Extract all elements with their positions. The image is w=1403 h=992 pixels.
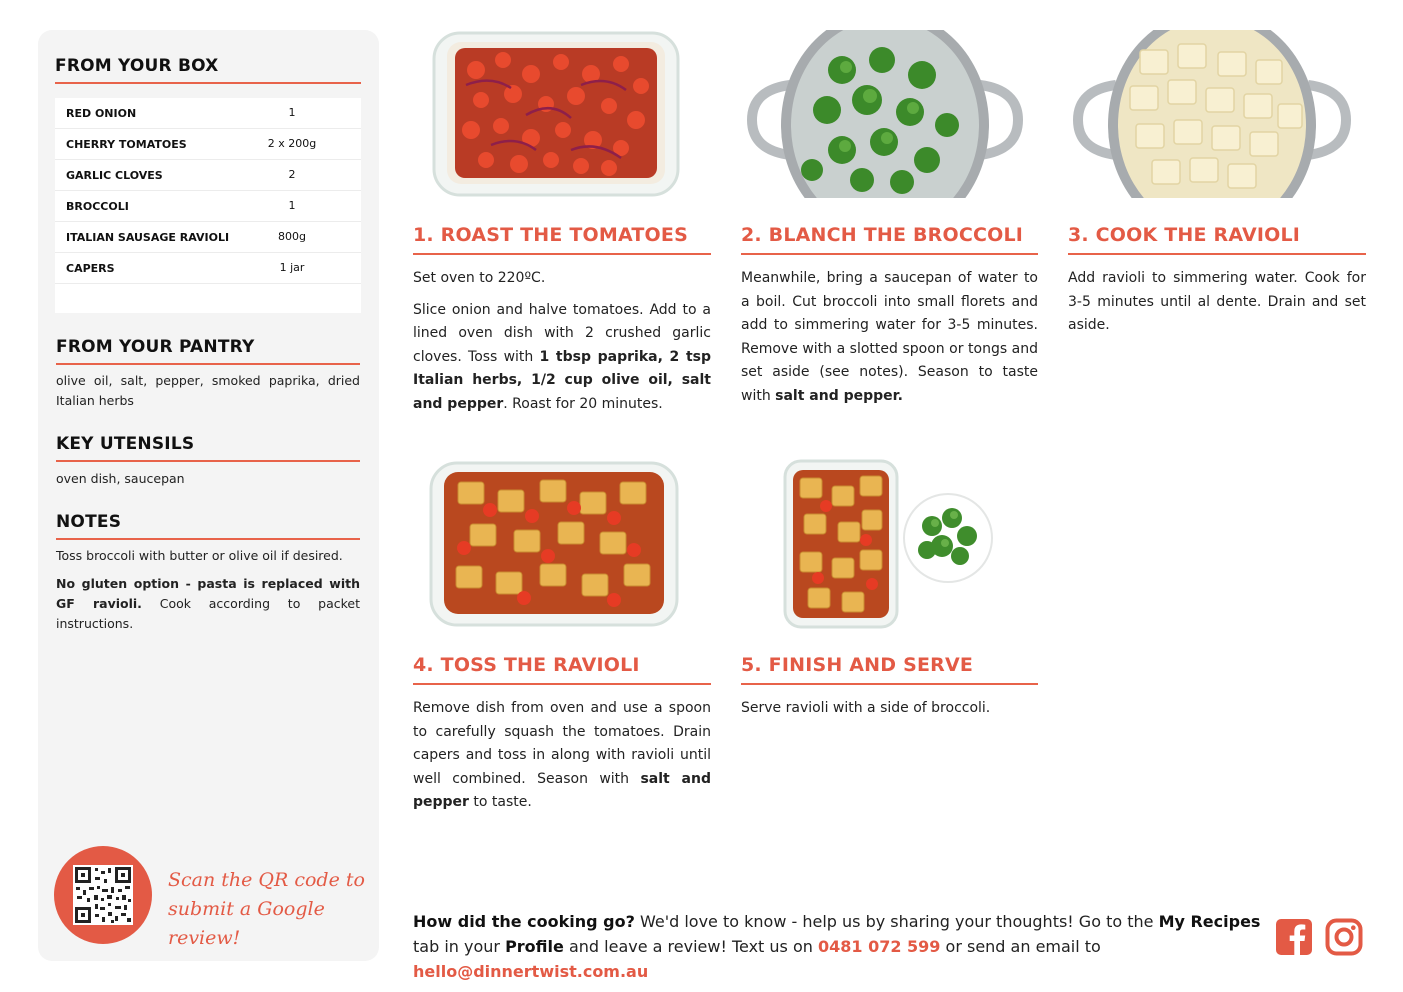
ingredient-name: GARLIC CLOVES: [66, 169, 163, 182]
ingredient-qty: 2: [288, 168, 296, 181]
roast-tomatoes-photo: [431, 30, 681, 198]
step-1-oven: Set oven to 220ºC.: [413, 270, 546, 286]
step-2-method: [741, 267, 1038, 408]
qr-caption-line-2: submit a Google review!: [168, 898, 325, 949]
heading-rule: [55, 82, 361, 84]
key-utensils-heading: KEY UTENSILS: [56, 434, 195, 454]
qr-code-graphic: [73, 865, 133, 925]
notes-text: Toss broccoli with butter or olive oil if desired.: [56, 548, 343, 563]
ingredient-name: BROCCOLI: [66, 200, 129, 213]
heading-rule: [56, 460, 360, 462]
from-your-box-heading: FROM YOUR BOX: [55, 56, 219, 76]
qr-code-icon[interactable]: [73, 865, 133, 925]
step-5-method: Serve ravioli with a side of broccoli.: [741, 700, 991, 716]
step-rule: [741, 253, 1038, 255]
review-text-1: We'd love to know - help us by sharing your thoughts! Go to the: [634, 912, 1159, 931]
cook-ravioli-photo: [1070, 30, 1354, 198]
ingredient-row: [55, 129, 361, 160]
sidebar: [38, 30, 379, 961]
utensils-text: oven dish, saucepan: [56, 471, 185, 486]
ingredient-qty: 2 x 200g: [267, 137, 317, 150]
pantry-text: olive oil, salt, pepper, smoked paprika, dried Italian herbs: [56, 373, 360, 408]
my-recipes-label: My Recipes: [1158, 912, 1261, 931]
step-1-method-bold: 1 tbsp paprika, 2 tsp Italian herbs, 1/2 cup olive oil, salt and pepper: [413, 348, 711, 412]
step-4-title: 4. TOSS THE RAVIOLI: [413, 654, 640, 676]
qr-caption: [168, 866, 368, 953]
toss-ravioli-photo: [428, 460, 680, 628]
ingredient-row: [55, 160, 361, 191]
step-1-method-a: Slice onion and halve tomatoes. Add to a lined oven dish with 2 crushed garlic cloves. Toss with: [413, 301, 711, 365]
review-text-4: or send an email to: [940, 937, 1101, 956]
phone-link[interactable]: 0481 072 599: [817, 937, 941, 956]
step-rule: [413, 253, 711, 255]
ingredient-row: [55, 253, 361, 284]
gluten-note-rest: Cook according to packet instructions.: [56, 596, 361, 631]
blanch-broccoli-photo: [742, 30, 1028, 198]
ingredient-qty: 1: [288, 106, 296, 119]
step-2-text: [741, 267, 1038, 416]
email-link[interactable]: hello@dinnertwist.com.au: [413, 962, 649, 981]
facebook-icon[interactable]: [1275, 918, 1313, 956]
step-1-title: 1. ROAST THE TOMATOES: [413, 224, 688, 246]
review-text-3: and leave a review! Text us on: [563, 937, 818, 956]
step-2-method-bold: salt and pepper.: [775, 387, 903, 404]
qr-caption-line-1: Scan the QR code to: [168, 869, 365, 891]
step-4-method: [413, 697, 711, 815]
ingredients-table: [55, 98, 361, 313]
ingredient-name: ITALIAN SAUSAGE RAVIOLI: [66, 231, 230, 244]
ingredient-name: CHERRY TOMATOES: [66, 138, 187, 151]
step-5-text: [741, 697, 1038, 729]
ingredient-row: [55, 98, 361, 129]
review-request: [413, 909, 1263, 984]
profile-label: Profile: [505, 937, 564, 956]
review-text-2: tab in your: [413, 937, 506, 956]
step-2-title: 2. BLANCH THE BROCCOLI: [741, 224, 1024, 246]
notes-heading: NOTES: [56, 512, 122, 532]
step-5-title: 5. FINISH AND SERVE: [741, 654, 974, 676]
step-4-text: [413, 697, 711, 823]
ingredient-row: [55, 191, 361, 222]
step-rule: [741, 683, 1038, 685]
ingredient-name: CAPERS: [66, 262, 115, 275]
step-4-method-bold: salt and pepper: [413, 770, 711, 810]
step-rule: [413, 683, 711, 685]
step-1-text: [413, 267, 711, 424]
review-question: How did the cooking go?: [413, 912, 635, 931]
gluten-note: [56, 574, 360, 634]
ingredient-qty: 800g: [278, 230, 306, 243]
step-4-method-a: Remove dish from oven and use a spoon to carefully squash the tomatoes. Drain capers and toss in along with ravioli until well combined. Season with: [413, 700, 711, 787]
step-4-method-c: to taste.: [468, 794, 532, 810]
heading-rule: [56, 363, 360, 365]
step-3-method: Add ravioli to simmering water. Cook for 3-5 minutes until al dente. Drain and set aside.: [1068, 270, 1366, 333]
step-2-method-a: Meanwhile, bring a saucepan of water to a boil. Cut broccoli into small florets and add to simmering water for 3-5 minutes. Remove with a slotted spoon or tongs and set aside (see notes). Season to taste with: [741, 270, 1038, 404]
step-rule: [1068, 253, 1366, 255]
instagram-icon[interactable]: [1325, 918, 1363, 956]
step-1-method: [413, 299, 711, 417]
ingredient-qty: 1 jar: [279, 261, 305, 274]
step-3-text: [1068, 267, 1366, 346]
ingredient-qty: 1: [288, 199, 296, 212]
step-1-method-c: . Roast for 20 minutes.: [503, 395, 663, 412]
ingredient-row: [55, 222, 361, 253]
heading-rule: [56, 538, 360, 540]
from-your-pantry-heading: FROM YOUR PANTRY: [56, 337, 255, 357]
finish-serve-photo: [782, 458, 994, 630]
qr-badge[interactable]: [54, 846, 152, 944]
step-3-title: 3. COOK THE RAVIOLI: [1068, 224, 1301, 246]
gluten-note-bold: No gluten option - pasta is replaced with GF ravioli.: [56, 576, 360, 611]
ingredient-name: RED ONION: [66, 107, 137, 120]
